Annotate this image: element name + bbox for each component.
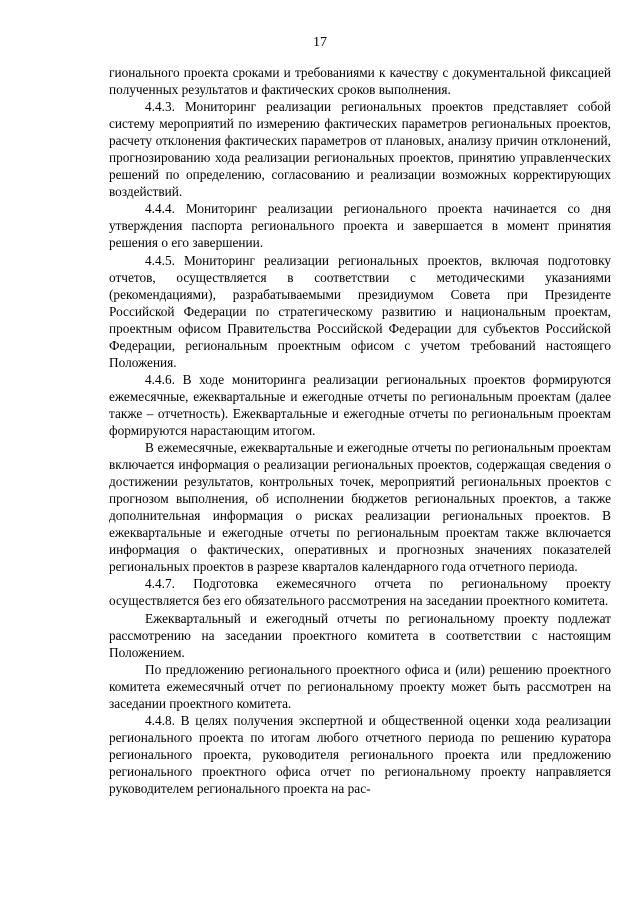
paragraph-4-4-6-reports-content: В ежемесячные, ежеквартальные и ежегодные отчеты по региональным проектам включается информация о реализации региональных проектов, содержащая сведения о достижении результатов, контрольных точек, мероприятий региональных проектов с прогнозом выполнения, об исполнении бюджетов региональных проектов, а также дополнительная информация о рисках реализации региональных проектов. В ежеквартальные и ежегодные отчеты по региональным проектам также включается информация о фактических, оперативных и прогнозных значениях показателей региональных проектов в разрезе кварталов календарного года отчетного периода. <box>109 440 611 575</box>
paragraph-4-4-6: 4.4.6. В ходе мониторинга реализации региональных проектов формируются ежемесячные, ежеквартальные и ежегодные отчеты по региональным проектам (далее также – отчетность). Ежеквартальные и ежегодные отчеты по региональным проектам формируются нарастающим итогом. <box>109 371 611 438</box>
paragraph-4-4-7-monthly: По предложению регионального проектного офиса и (или) решению проектного комитета ежемесячный отчет по региональному проекту может быть рассмотрен на заседании проектного комитета. <box>109 661 611 711</box>
document-body <box>109 64 611 797</box>
page-number: 17 <box>313 35 327 50</box>
paragraph-4-4-5: 4.4.5. Мониторинг реализации региональных проектов, включая подготовку отчетов, осуществляется в соответствии с методическими указаниями (рекомендациями), разрабатываемыми президиумом Совета при Президенте Российской Федерации по стратегическому развитию и национальным проектам, проектным офисом Правительства Российской Федерации для субъектов Российской Федерации, региональным проектным офисом с учетом требований настоящего Положения. <box>109 252 611 370</box>
paragraph-4-4-8: 4.4.8. В целях получения экспертной и общественной оценки хода реализации регионального проекта по итогам любого отчетного периода по решению куратора регионального проекта, руководителя регионального проекта или предложению регионального проектного офиса отчет по региональному проекту направляется руководителем регионального проекта на рас- <box>109 712 611 796</box>
paragraph-4-4-7-quarterly: Ежеквартальный и ежегодный отчеты по региональному проекту подлежат рассмотрению на заседании проектного комитета в соответствии с настоящим Положением. <box>109 610 611 660</box>
paragraph-continuation: гионального проекта сроками и требованиями к качеству с документальной фиксацией полученных результатов и фактических сроков выполнения. <box>109 65 611 98</box>
paragraph-4-4-7: 4.4.7. Подготовка ежемесячного отчета по региональному проекту осуществляется без его обязательного рассмотрения на заседании проектного комитета. <box>109 576 611 609</box>
paragraph-4-4-4: 4.4.4. Мониторинг реализации регионального проекта начинается со дня утверждения паспорта регионального проекта и завершается в момент принятия решения о его завершении. <box>109 201 611 251</box>
paragraph-4-4-3: 4.4.3. Мониторинг реализации региональных проектов представляет собой систему мероприятий по измерению фактических параметров региональных проектов, расчету отклонения фактических параметров от плановых, анализу причин отклонений, прогнозированию хода реализации региональных проектов, принятию управленческих решений по определению, согласованию и реализации возможных корректирующих воздействий. <box>109 99 611 200</box>
